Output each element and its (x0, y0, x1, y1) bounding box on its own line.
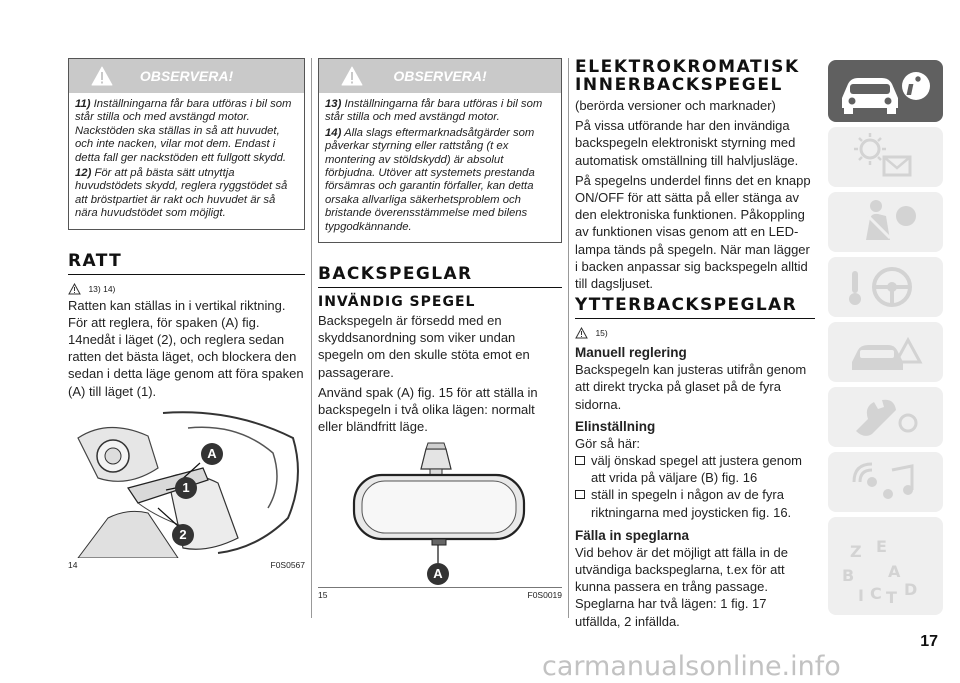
figure-label-a: A (207, 445, 217, 461)
column-divider (311, 58, 312, 618)
warning-header (69, 59, 304, 93)
warning-small-icon (575, 327, 588, 339)
column-divider (568, 58, 569, 618)
warning-item: 14) Alla slags eftermarknadsåtgärder som påverkar styrning eller rattstång (t ex montering av stöldskydd) är absolut förbjudna. Utöver att systemets prestanda försämras och garantin förfaller, kan detta orsaka allvarliga säkerhetsproblem och bristande överensstämmelse med bilens typgodkännande. (325, 126, 535, 233)
warning-item: 11) Inställningarna får bara utföras i bil som står stilla och med avstängd motor. Nackstöden ska ställas in så att huvudet, och inte nacken, vilar mot dem. Endast i detta fall ger nackstöden ett fullgott skydd. (75, 98, 292, 164)
elinstallning-intro: Gör så här: (575, 435, 641, 451)
bullet-item (575, 452, 815, 486)
subheading-falla-in-speglarna: Fälla in speglarna (575, 527, 690, 543)
warning-body (69, 93, 304, 229)
steering-wheel-key-icon (828, 257, 943, 317)
warning-header (319, 59, 561, 93)
tab-breakdown[interactable] (828, 322, 943, 382)
references: 13) 14) (88, 284, 116, 295)
paragraph: (berörda versioner och marknader) (575, 98, 776, 113)
figure-number: 14 (68, 559, 78, 570)
warning-body (319, 93, 561, 242)
car-info-icon (828, 60, 943, 122)
column-2 (318, 58, 562, 600)
invandig-spegel-text (318, 312, 562, 435)
bullet-box-icon (575, 456, 585, 465)
bullet-text: välj önskad spegel att justera genom att vrida på väljare (B) fig. 16 (591, 453, 803, 486)
index-letter: B (842, 566, 855, 585)
figure-label-2: 2 (179, 526, 187, 542)
paragraph: Använd spak (A) fig. 15 för att ställa in backspegeln i två olika lägen: normalt eller bländfritt läge. (318, 384, 538, 435)
index-icon (828, 517, 943, 615)
tab-index[interactable] (828, 517, 943, 615)
column-3 (575, 58, 815, 630)
warning-item: 13) Inställningarna får bara utföras i bil som står stilla och med avstängd motor. (325, 98, 543, 124)
tab-multimedia[interactable] (828, 452, 943, 512)
warning-box-2 (318, 58, 562, 243)
warning-box-1 (68, 58, 305, 230)
subheading-elinstallning: Elinställning (575, 418, 656, 434)
index-letter: T (886, 588, 897, 607)
index-letter: A (888, 562, 901, 581)
reference-line (575, 324, 815, 338)
tab-airbag-seatbelt[interactable] (828, 192, 943, 252)
elektrokromatisk-text (575, 97, 815, 292)
multimedia-icon (828, 452, 943, 512)
watermark: carmanualsonline.info (542, 651, 841, 682)
subheading-invandig-spegel: INVÄNDIG SPEGEL (318, 294, 476, 311)
maintenance-icon (828, 387, 943, 447)
section-heading-backspeglar: BACKSPEGLAR (318, 265, 562, 288)
index-letter: Z (850, 542, 862, 561)
figure-number: 15 (318, 590, 328, 601)
reference-line (68, 281, 305, 295)
warning-title: OBSERVERA! (139, 68, 234, 84)
warning-item: 12) För att på bästa sätt utnyttja huvudstödets skydd, reglera ryggstödet så att bröstpartiet är rakt och huvudet är så nära huvudstödet som möjligt. (75, 167, 288, 220)
section-heading-elektrokromatisk: ELEKTROKROMATISK INNERBACKSPEGEL (575, 57, 800, 95)
index-letter: C (870, 584, 882, 603)
section-heading-ytterbackspeglar: YTTERBACKSPEGLAR (575, 296, 815, 319)
figure-label-a: A (433, 566, 443, 582)
tab-warning-lights[interactable] (828, 127, 943, 187)
warning-lights-icon (828, 127, 943, 187)
paragraph: Backspegeln är försedd med en skyddsanordning som viker undan spegeln om den skulle stöta emot en passagerare. (318, 313, 530, 380)
figure-code: F0S0019 (527, 590, 562, 601)
bullet-box-icon (575, 490, 585, 499)
section-heading-ratt: RATT (68, 252, 305, 275)
index-letter: I (858, 586, 864, 605)
subheading-manuell-reglering: Manuell reglering (575, 345, 687, 361)
ratt-body-text: Ratten kan ställas in i vertikal riktning. För att reglera, för spaken (A) fig. 14nedåt i läget (2), och reglera sedan ratten det bästa läget, och blockera den sedan i detta läge genom att föra spaken (A) till läget (1). (68, 297, 304, 399)
bullet-item (575, 486, 815, 520)
index-letter: D (904, 580, 918, 599)
figure-label-1: 1 (182, 479, 190, 495)
warning-title: OBSERVERA! (393, 68, 487, 84)
tab-steering-key[interactable] (828, 257, 943, 317)
figure-caption (68, 558, 305, 570)
paragraph: På spegelns underdel finns det en knapp ON/OFF för att sätta på eller stänga av den elektroniska funktionen. Påkoppling av funktionen visas genom att en LED-lampa tänds på spegeln. När man lägger i backen anpassar sig backspegeln alltid till dagsljuset. (575, 172, 811, 292)
bullet-text: ställ in spegeln i någon av de fyra riktningarna med joysticken fig. 16. (591, 487, 792, 520)
airbag-seatbelt-icon (828, 192, 943, 252)
figure-caption (318, 588, 562, 600)
falla-in-text: Vid behov är det möjligt att fälla in de utvändiga backspeglarna, t.ex för att kunna passera en trång passage. Speglarna har två lägen: 1 fig. 17 utfällda, 2 infällda. (575, 544, 788, 629)
figure-code: F0S0567 (270, 559, 305, 570)
figure-14 (68, 408, 305, 558)
references: 15) (595, 328, 608, 338)
column-1 (68, 58, 305, 570)
breakdown-icon (828, 322, 943, 382)
tab-car-info[interactable] (828, 60, 943, 122)
warning-small-icon (68, 283, 81, 295)
paragraph: På vissa utförande har den invändiga backspegeln elektroniskt styrning med automatisk omställning till halvljusläge. (575, 118, 799, 168)
figure-15 (318, 441, 562, 588)
index-letter: E (876, 537, 887, 556)
manuell-reglering-text: Backspegeln kan justeras utifrån genom att direkt trycka på glaset på de fyra sidorna. (575, 362, 807, 412)
page-number: 17 (920, 633, 938, 650)
tab-maintenance[interactable] (828, 387, 943, 447)
